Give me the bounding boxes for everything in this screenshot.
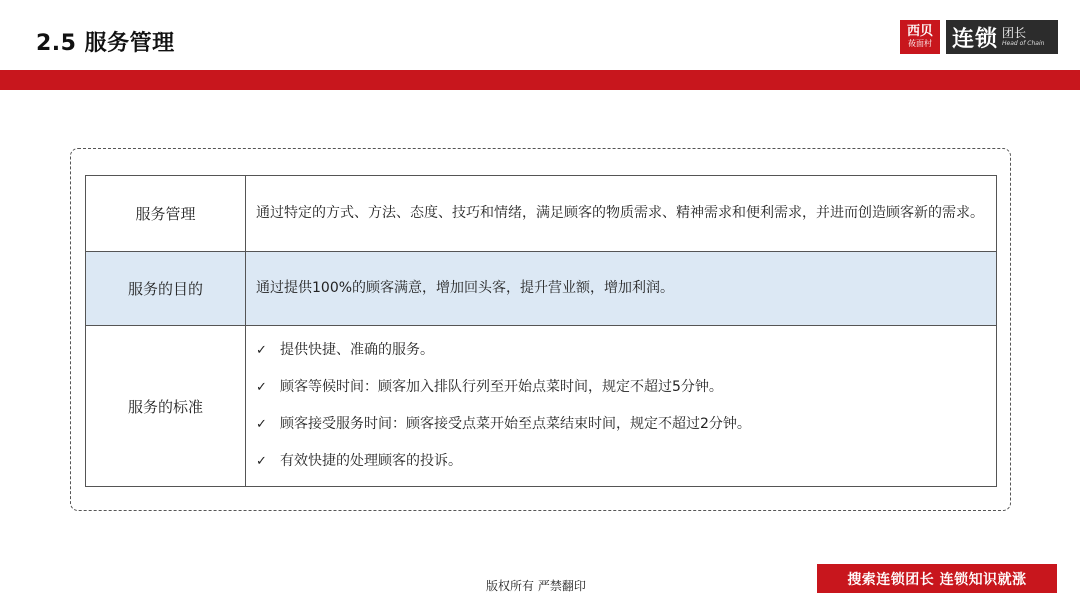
brand-logo: [900, 20, 1058, 54]
checkmark-icon: ✓: [256, 454, 267, 469]
list-item-text: 提供快捷、准确的服务。: [280, 342, 434, 358]
checkmark-icon: ✓: [256, 417, 267, 432]
row-label: 服务的目的: [86, 252, 246, 326]
row-label: 服务管理: [86, 176, 246, 252]
standards-list: [256, 326, 986, 486]
xibei-logo: [900, 20, 940, 54]
chain-logo-side: [1002, 27, 1044, 48]
page-title: 2.5 服务管理: [36, 31, 175, 56]
chain-head-logo: [946, 20, 1058, 54]
chain-logo-sub: 团长: [1002, 25, 1027, 40]
list-item-text: 有效快捷的处理顾客的投诉。: [280, 453, 462, 469]
copyright-notice: 版权所有 严禁翻印: [486, 579, 586, 593]
list-item: [256, 443, 986, 480]
row-content: 通过提供100%的顾客满意，增加回头客，提升营业额，增加利润。: [246, 252, 997, 326]
chain-logo-english: Head of Chain: [1002, 39, 1045, 47]
table-row: [86, 252, 997, 326]
list-item: [256, 332, 986, 369]
list-item: [256, 369, 986, 406]
list-item-text: 顾客接受服务时间：顾客接受点菜开始至点菜结束时间，规定不超过2分钟。: [280, 416, 751, 432]
service-management-table: [85, 175, 997, 487]
list-item: [256, 406, 986, 443]
checkmark-icon: ✓: [256, 343, 267, 358]
xibei-logo-subname: 莜面村: [908, 39, 932, 48]
row-label: 服务的标准: [86, 326, 246, 487]
list-item-text: 顾客等候时间：顾客加入排队行列至开始点菜时间，规定不超过5分钟。: [280, 379, 723, 395]
row-content: [246, 326, 997, 487]
chain-logo-main: 连锁: [952, 26, 999, 52]
row-content: 通过特定的方式、方法、态度、技巧和情绪，满足顾客的物质需求、精神需求和便利需求，并进而创造顾客新的需求。: [246, 176, 997, 252]
xibei-logo-name: 西贝: [906, 24, 933, 39]
table-row: [86, 176, 997, 252]
header-red-bar: [0, 70, 1080, 90]
checkmark-icon: ✓: [256, 380, 267, 395]
table-row: [86, 326, 997, 487]
search-banner-button[interactable]: 搜索连锁团长 连锁知识就涨: [817, 564, 1057, 593]
